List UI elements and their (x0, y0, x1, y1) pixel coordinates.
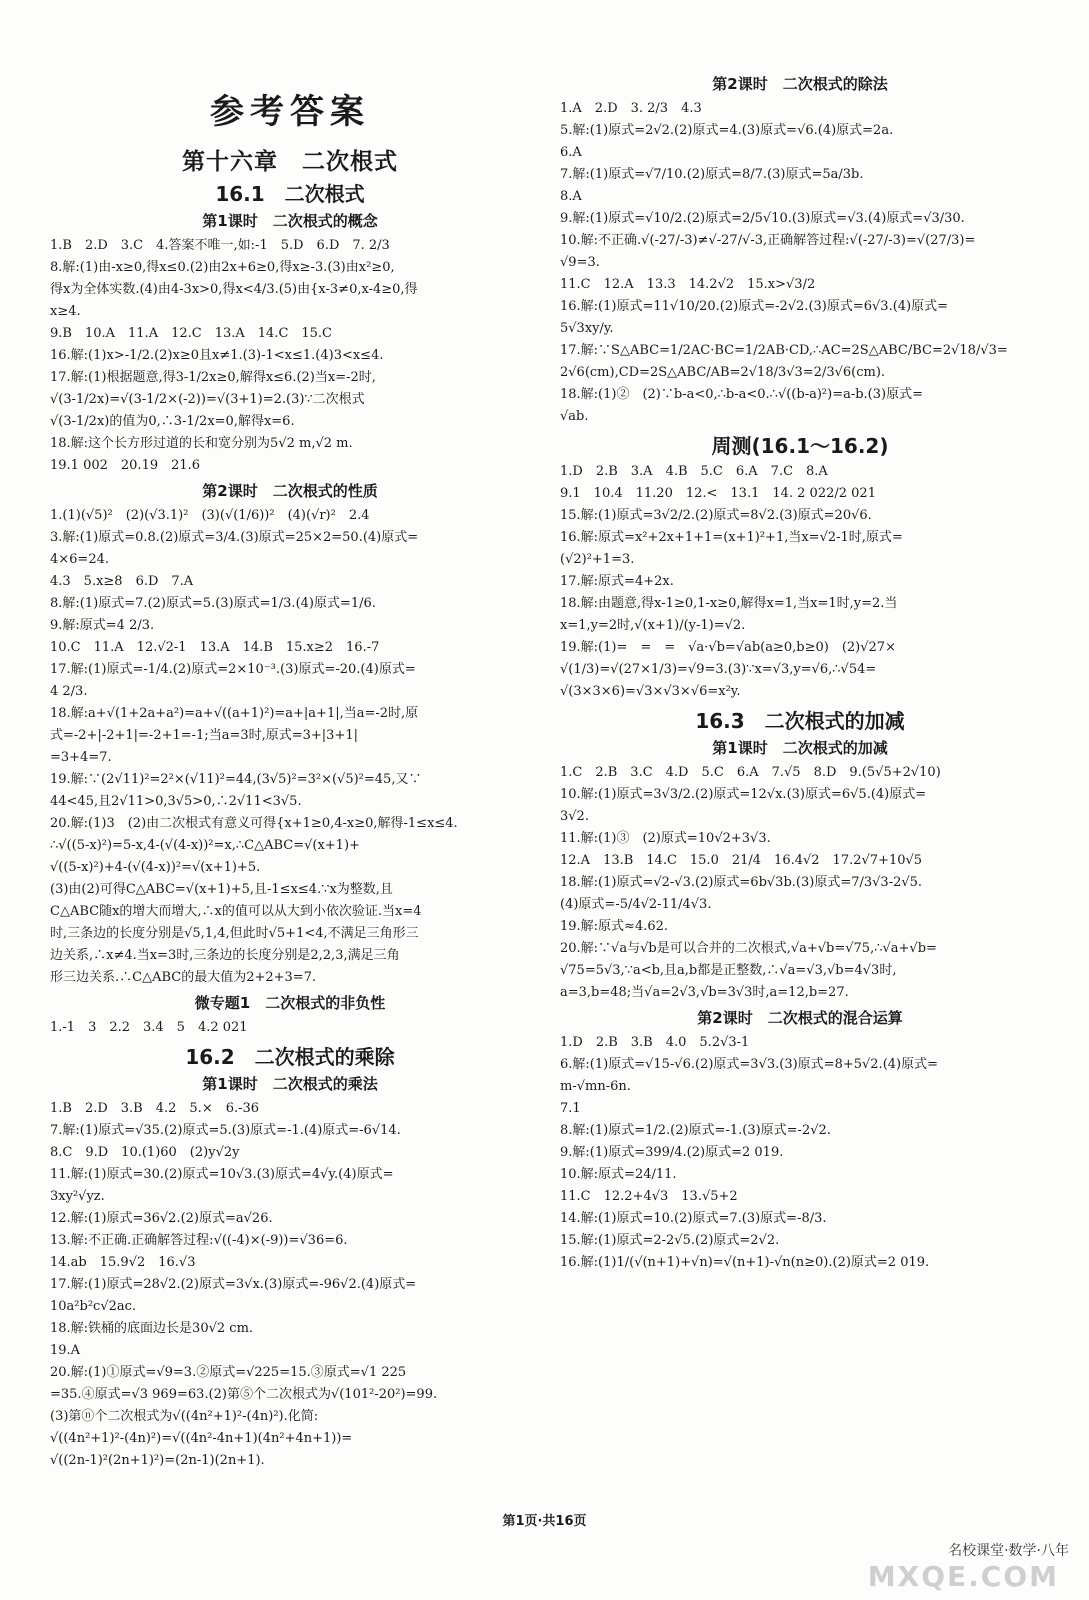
lesson-heading: 第1课时 二次根式的乘法 (202, 1075, 378, 1093)
lesson-heading: 微专题1 二次根式的非负性 (194, 994, 386, 1012)
lesson-heading: 第1课时 二次根式的概念 (202, 212, 378, 230)
answer-line: √75=5√3,∵a<b,且a,b都是正整数,∴√a=√3,√b=4√3时, (560, 963, 897, 978)
answer-line: 4 2/3. (50, 684, 88, 699)
answer-line: 11.解:(1)原式=30.(2)原式=10√3.(3)原式=4√y.(4)原式= (50, 1167, 394, 1182)
answer-line: 7.解:(1)原式=√7/10.(2)原式=8/7.(3)原式=5a/3b. (560, 167, 864, 182)
answer-line: 20.解:∵√a与√b是可以合并的二次根式,√a+√b=√75,∴√a+√b= (560, 941, 937, 956)
lesson-heading: 第2课时 二次根式的混合运算 (697, 1009, 903, 1027)
answer-line: =35.④原式=√3 969=63.(2)第⑤个二次根式为√(101²-20²)=99. (50, 1387, 438, 1402)
answer-line: 10.C 11.A 12.√2-1 13.A 14.B 15.x≥2 16.-7 (50, 640, 380, 655)
answer-line: 20.解:(1)①原式=√9=3.②原式=√225=15.③原式=√1 225 (50, 1365, 407, 1380)
answer-line: 17.解:(1)原式=-1/4.(2)原式=2×10⁻³.(3)原式=-20.(4)原式= (50, 662, 416, 677)
answer-line: 7.1 (560, 1101, 581, 1116)
answer-line: 9.解:(1)原式=√10/2.(2)原式=2/5√10.(3)原式=√3.(4)原式=√3/30. (560, 211, 965, 226)
answer-line: 16.解:原式=x²+2x+1+1=(x+1)²+1,当x=√2-1时,原式= (560, 530, 903, 545)
section-heading: 16.1 二次根式 (215, 182, 365, 206)
answer-line: √(1/3)=√(27×1/3)=√9=3.(3)∵x=√3,y=√6,∴√54= (560, 662, 877, 677)
answer-line: 5√3xy/y. (560, 321, 614, 336)
answer-line: 19.解:∵(2√11)²=2²×(√11)²=44,(3√5)²=3²×(√5)²=45,又∵ (50, 772, 422, 787)
answer-line: 10.解:原式=24/11. (560, 1167, 677, 1182)
answer-line: 10.解:不正确.√(-27/-3)≠√-27/√-3,正确解答过程:√(-27/-3)=√(27/3)= (560, 233, 976, 248)
answer-line: 18.解:(1)原式=√2-√3.(2)原式=6b√3b.(3)原式=7/3√3-2√5. (560, 875, 923, 890)
answer-line: 16.解:(1)x>-1/2.(2)x≥0且x≠1.(3)-1<x≤1.(4)3<x≤4. (50, 348, 384, 363)
answer-line: 18.解:(1)② (2)∵b-a<0,∴b-a<0.∴√((b-a)²)=a-b.(3)原式= (560, 387, 923, 402)
answer-line: √9=3. (560, 255, 600, 270)
answer-line: √ab. (560, 409, 589, 424)
answer-line: 12.解:(1)原式=36√2.(2)原式=a√26. (50, 1211, 273, 1226)
answer-line: 2√6(cm),CD=2S△ABC/AB=2√18/3√3=2/3√6(cm). (560, 365, 886, 380)
answer-line: 1.-1 3 2.2 3.4 5 4.2 021 (50, 1020, 248, 1035)
answer-line: 8.解:(1)由-x≥0,得x≤0.(2)由2x+6≥0,得x≥-3.(3)由x²≥0, (50, 260, 395, 275)
answer-line: 8.解:(1)原式=1/2.(2)原式=-1.(3)原式=-2√2. (560, 1123, 831, 1138)
answer-line: 3√2. (560, 809, 589, 824)
lesson-heading: 第2课时 二次根式的性质 (202, 482, 378, 500)
answer-line: √((5-x)²)+4-(√(4-x))²=√(x+1)+5. (50, 860, 261, 875)
answer-line: 6.A (560, 145, 582, 160)
chapter-title: 第十六章 二次根式 (182, 149, 398, 175)
answer-line: 1.C 2.B 3.C 4.D 5.C 6.A 7.√5 8.D 9.(5√5+2√10) (560, 765, 941, 780)
answer-line: 得x为全体实数.(4)由4-3x>0,得x<4/3.(5)由{x-3≠0,x-4≥0,得 (50, 282, 418, 297)
answer-line: C△ABC随x的增大而增大,∴x的值可以从大到小依次验证.当x=4 (50, 904, 422, 919)
answer-line: 13.解:不正确.正确解答过程:√((-4)×(-9))=√36=6. (50, 1233, 348, 1248)
answer-line: 9.解:原式=4 2/3. (50, 618, 155, 633)
answer-line: 18.解:a+√(1+2a+a²)=a+√((a+1)²)=a+|a+1|,当a=-2时,原 (50, 706, 419, 721)
answer-line: 17.解:(1)根据题意,得3-1/2x≥0,解得x≤6.(2)当x=-2时, (50, 370, 376, 385)
answer-line: 15.解:(1)原式=3√2/2.(2)原式=8√2.(3)原式=20√6. (560, 508, 872, 523)
lesson-heading: 第2课时 二次根式的除法 (712, 75, 888, 93)
answer-line: √((4n²+1)²-(4n)²)=√((4n²-4n+1)(4n²+4n+1))= (50, 1431, 353, 1446)
answer-line: 18.解:由题意,得x-1≥0,1-x≥0,解得x=1,当x=1时,y=2.当 (560, 596, 898, 611)
answer-line: √(3-1/2x)的值为0,∴3-1/2x=0,解得x=6. (50, 414, 295, 429)
answer-line: √(3-1/2x)=√(3-1/2×(-2))=√(3+1)=2.(3)∵二次根式 (50, 392, 365, 407)
answer-line: 7.解:(1)原式=√35.(2)原式=5.(3)原式=-1.(4)原式=-6√14. (50, 1123, 401, 1138)
answer-line: 1.D 2.B 3.B 4.0 5.2√3-1 (560, 1035, 750, 1050)
section-heading: 16.2 二次根式的乘除 (185, 1045, 395, 1069)
answer-line: 16.解:(1)1/(√(n+1)+√n)=√(n+1)-√n(n≥0).(2)原式=2 019. (560, 1255, 930, 1270)
answer-line: 8.解:(1)原式=7.(2)原式=5.(3)原式=1/3.(4)原式=1/6. (50, 596, 376, 611)
answer-line: x≥4. (50, 304, 81, 319)
answer-line: 5.解:(1)原式=2√2.(2)原式=4.(3)原式=√6.(4)原式=2a. (560, 123, 894, 138)
answer-line: 19.A (50, 1343, 81, 1358)
answer-line: 18.解:这个长方形过道的长和宽分别为5√2 m,√2 m. (50, 436, 353, 451)
answer-line: 6.解:(1)原式=√15-√6.(2)原式=3√3.(3)原式=8+5√2.(4)原式= (560, 1057, 938, 1072)
answer-line: 18.解:铁桶的底面边长是30√2 cm. (50, 1321, 254, 1336)
answer-line: 17.解:∵S△ABC=1/2AC·BC=1/2AB·CD,∴AC=2S△ABC/BC=2√18/√3= (560, 343, 1008, 358)
answer-line: 8.A (560, 189, 582, 204)
answer-line: =3+4=7. (50, 750, 112, 765)
answer-line: 10.解:(1)原式=3√3/2.(2)原式=12√x.(3)原式=6√5.(4)原式= (560, 787, 927, 802)
answer-line: 3xy²√yz. (50, 1189, 105, 1204)
answer-line: 14.ab 15.9√2 16.√3 (50, 1255, 196, 1270)
page-title: 参考答案 (210, 92, 370, 132)
answer-line: 1.B 2.D 3.C 4.答案不唯一,如:-1 5.D 6.D 7. 2/3 (50, 238, 390, 253)
answer-line: 形三边关系.∴C△ABC的最大值为2+2+3=7. (50, 970, 317, 985)
answer-line: 44<45,且2√11>0,3√5>0,∴2√11<3√5. (50, 794, 302, 809)
answer-line: 式=-2+|-2+1|=-2+1=-1;当a=3时,原式=3+|3+1| (50, 728, 358, 743)
right-column (560, 70, 1040, 1274)
brand-text: 名校课堂·数学·八年 (948, 1543, 1069, 1559)
answer-line: 20.解:(1)3 (2)由二次根式有意义可得{x+1≥0,4-x≥0,解得-1≤x≤4. (50, 816, 458, 831)
answer-line: x=1,y=2时,√(x+1)/(y-1)=√2. (560, 618, 746, 633)
answer-line: 11.C 12.2+4√3 13.√5+2 (560, 1189, 738, 1204)
answer-line: 10a²b²c√2ac. (50, 1299, 137, 1314)
answer-line: (3)第ⓝ个二次根式为√((4n²+1)²-(4n)²).化简: (50, 1409, 319, 1424)
answer-line: 3.解:(1)原式=0.8.(2)原式=3/4.(3)原式=25×2=50.(4)原式= (50, 530, 419, 545)
answer-line: 11.解:(1)③ (2)原式=10√2+3√3. (560, 831, 771, 846)
page-footer: 第1页·共16页 (502, 1514, 587, 1529)
section-heading: 16.3 二次根式的加减 (695, 709, 905, 733)
answer-line: 19.1 002 20.19 21.6 (50, 458, 201, 473)
left-column (50, 70, 530, 1472)
answer-line: m-√mn-6n. (560, 1079, 631, 1094)
answer-line: (√2)²+1=3. (560, 552, 635, 567)
answer-line: 15.解:(1)原式=2-2√5.(2)原式=2√2. (560, 1233, 780, 1248)
answer-line: 4.3 5.x≥8 6.D 7.A (50, 574, 194, 589)
answer-line: 9.1 10.4 11.20 12.< 13.1 14. 2 022/2 021 (560, 486, 876, 501)
watermark: MXQE.COM (867, 1560, 1059, 1593)
answer-line: 16.解:(1)原式=11√10/20.(2)原式=-2√2.(3)原式=6√3.(4)原式= (560, 299, 949, 314)
answer-line: 1.B 2.D 3.B 4.2 5.× 6.-36 (50, 1101, 260, 1116)
answer-line: ∴√((5-x)²)=5-x,4-(√(4-x))²=x,∴C△ABC=√(x+1)+ (50, 838, 360, 853)
answer-line: 1.A 2.D 3. 2/3 4.3 (560, 101, 702, 116)
answer-line: 1.(1)(√5)² (2)(√3.1)² (3)(√(1/6))² (4)(√r)² 2.4 (50, 508, 370, 523)
section-heading: 周测(16.1～16.2) (711, 434, 889, 458)
answer-line: 19.解:(1)= = = √a·√b=√ab(a≥0,b≥0) (2)√27× (560, 640, 896, 655)
answer-line: 17.解:(1)原式=28√2.(2)原式=3√x.(3)原式=-96√2.(4)原式= (50, 1277, 417, 1292)
answer-line: 11.C 12.A 13.3 14.2√2 15.x>√3/2 (560, 277, 816, 292)
answer-line: (3)由(2)可得C△ABC=√(x+1)+5,且-1≤x≤4.∵x为整数,且 (50, 882, 393, 897)
answer-line: 1.D 2.B 3.A 4.B 5.C 6.A 7.C 8.A (560, 464, 828, 479)
answer-line: 14.解:(1)原式=10.(2)原式=7.(3)原式=-8/3. (560, 1211, 827, 1226)
answer-line: a=3,b=48;当√a=2√3,√b=3√3时,a=12,b=27. (560, 985, 849, 1000)
lesson-heading: 第1课时 二次根式的加减 (712, 739, 888, 757)
answer-line: (4)原式=-5/4√2-11/4√3. (560, 897, 712, 912)
answer-line: 12.A 13.B 14.C 15.0 21/4 16.4√2 17.2√7+10√5 (560, 853, 923, 868)
answer-line: 4×6=24. (50, 552, 110, 567)
answer-line: 19.解:原式≈4.62. (560, 919, 669, 934)
answer-line: √((2n-1)²(2n+1)²)=(2n-1)(2n+1). (50, 1453, 265, 1468)
answer-line: 9.B 10.A 11.A 12.C 13.A 14.C 15.C (50, 326, 333, 341)
answer-line: 8.C 9.D 10.(1)60 (2)y√2y (50, 1145, 240, 1160)
answer-line: 9.解:(1)原式=399/4.(2)原式=2 019. (560, 1145, 784, 1160)
answer-line: 17.解:原式=4+2x. (560, 574, 674, 589)
answer-line: 边关系,∴x≠4.当x=3时,三条边的长度分别是2,2,3,满足三角 (50, 948, 400, 963)
answer-line: 时,三条边的长度分别是√5,1,4,但此时√5+1<4,不满足三角形三 (50, 926, 419, 941)
answer-line: √(3×3×6)=√3×√3×√6=x²y. (560, 684, 741, 699)
